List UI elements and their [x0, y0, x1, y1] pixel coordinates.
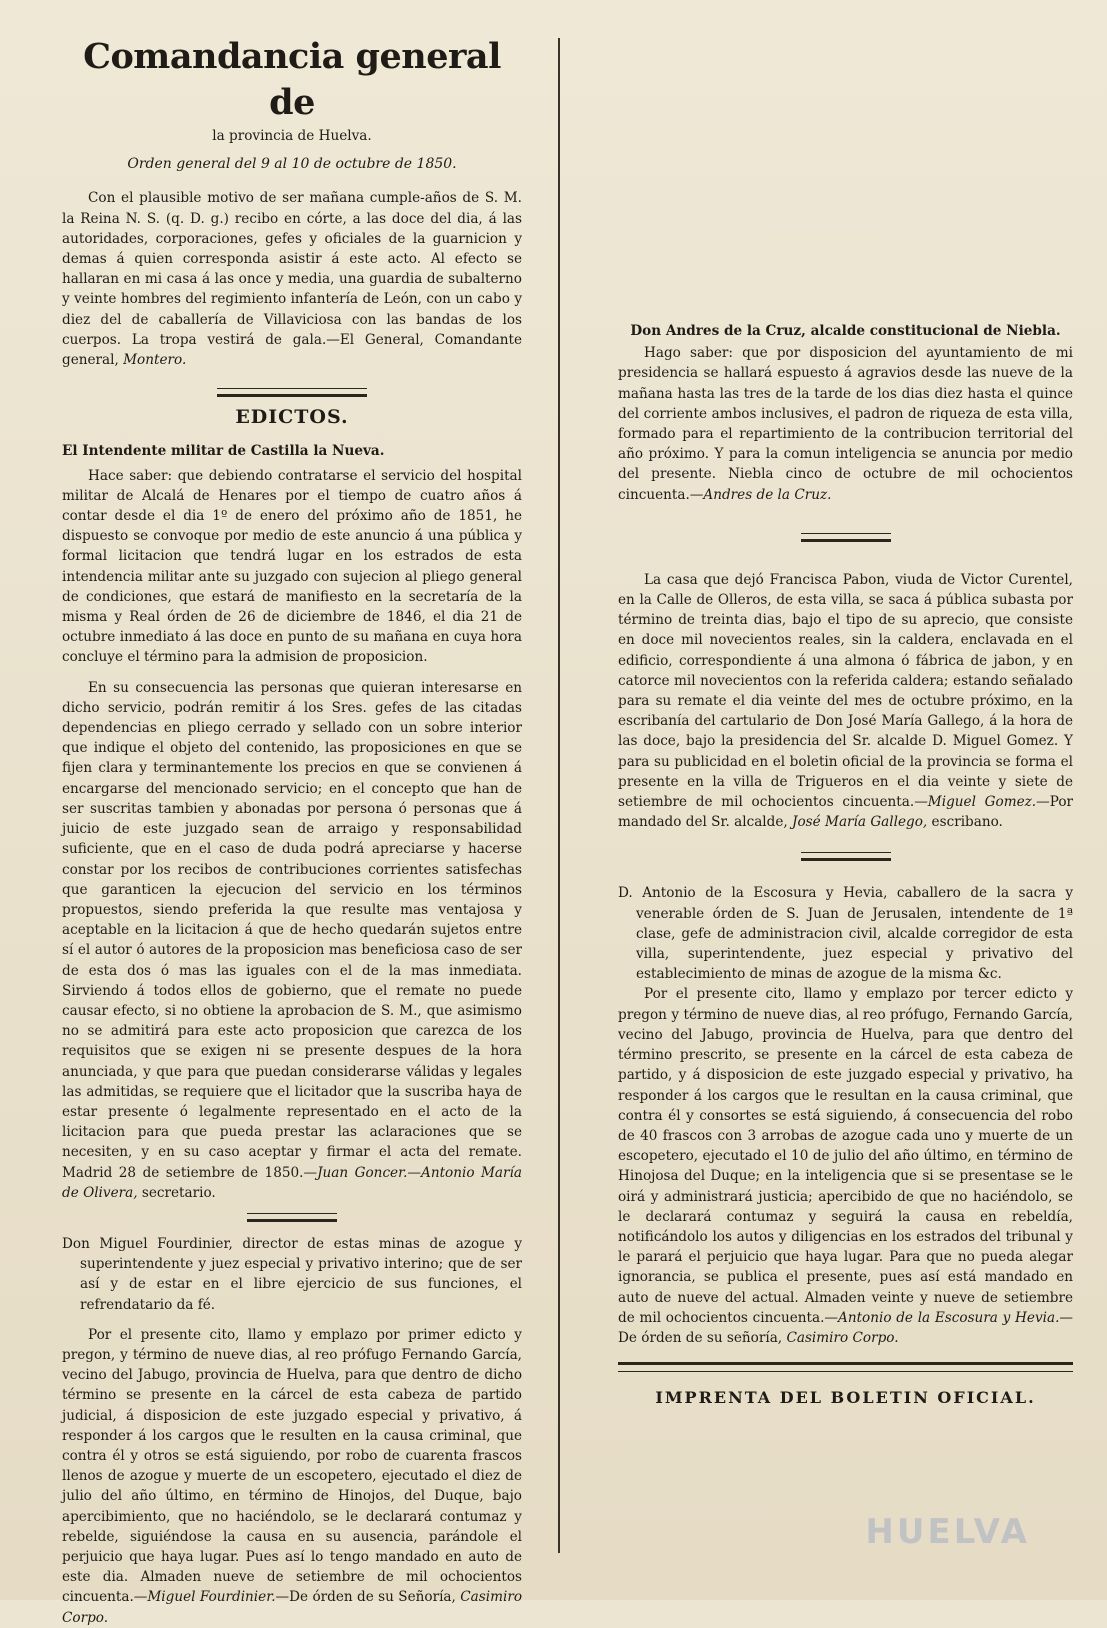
edict4-signature-mid: Por mandado del Sr. alcalde, [618, 794, 1073, 831]
edict2-paragraph-1 [62, 1325, 522, 1628]
edict3-issuer: Don Andres de la Cruz, alcalde constitucional de Niebla. [630, 323, 1061, 339]
edict-separator [247, 1213, 337, 1222]
edict4-signature-role: escribano. [927, 814, 1003, 831]
edict4-signature-2: José María Gallego, [792, 814, 928, 831]
edict5-signature-2: Casimiro Corpo. [786, 1329, 899, 1346]
edict2-signature-2: Casimiro Corpo. [62, 1589, 522, 1626]
column-divider [558, 38, 560, 1553]
edict1-text: En su consecuencia las personas que quieran interesarse en dicho servicio, podrán remitir á los Sres. gefes de las citadas dependencias en pliego cerrado y sellado con un sobre interior que indique el objeto del contenido, las proposiciones en que se fijen clara y terminantemente los precios en que se convienen á encargarse del mencionado servicio; en el concepto que han de ser suscritas tambien y abonadas por persona ó personas que á juicio de este juzgado sean de arraigo y responsabilidad suficiente, que en el caso de duda podrá apreciarse y hacerse constar por los recibos de contribuciones corrientes satisfechas que garanticen la ejecucion del servicio en los términos propuestos, siendo preferida la que resulte mas ventajosa y aceptable en la licitacion á que de hecho quedarán sujetos entre sí el autor ó autores de la proposicion mas beneficiosa caso de ser de esta dos ó mas las iguales con el de la mas inmediata. Sirviendo á todos ellos de gobierno, que el remate no puede causar efecto, si no obtiene la aprobacion de S. M., que asimismo no se admitirá para este acto proposicion que carezca de los requisitos que se exigen ni se presente despues de la hora anunciada, y que para que puedan considerarse válidas y legales las admitidas, se requiere que el licitador que la suscriba haya de estar presente ó legalmente representado en el acto de la licitacion para que pueda prestar las aclaraciones que se necesiten, y en su caso aceptar y firmar el acta del remate. Madrid 28 de setiembre de 1850. [62, 679, 522, 1181]
edict1-paragraph-1: Hace saber: que debiendo contratarse el servicio del hospital militar de Alcalá de Henares por el tiempo de cuatro años á contar desde el dia 1º de enero del próximo año de 1851, he dispuesto se convoque por medio de este anuncio á una pública y formal licitacion que tendrá lugar en los estrados de esta intendencia militar ante su juzgado con sujecion al pliego general de condiciones, que estará de manifiesto en la secretaría de la misma y Real órden de 26 de diciembre de 1846, el dia 21 de octubre inmediato á las doce en punto de su mañana en cuya hora concluye el término para la admision de proposicion. [62, 467, 522, 666]
footer-rule [618, 1362, 1073, 1372]
edict5-text: Por el presente cito, llamo y emplazo por tercer edicto y pregon y término de nueve dias, al reo prófugo, Fernando García, vecino del Jabugo, provincia de Huelva, para que dentro del término prescrito, se presente en la cárcel de esta cabeza de partido, y á disposicion de este juzgado especial y privativo, ha responder á los cargos que le resultan en la causa criminal, que contra él y consortes se está siguiendo, á consecuencia del robo de 40 frascos con 3 arrobas de azogue cada uno y muerte de un escopetero, ejecutado el 10 de julio del año último, en término de Hinojosa del Duque; en la inteligencia que si se presentase se le oirá y administrará justicia; apercibido de que no haciéndolo, se le declarará contumaz y seguirá la causa en rebeldía, notificándolo los autos y diligencias en los estrados del tribunal y le parará el perjuicio que haya lugar. Para que no pueda alegar ignorancia, se publica el presente, pues así está mandado en auto de nueve del actual. Almaden veinte y nueve de setiembre de mil ochocientos cincuenta. [618, 986, 1073, 1326]
edict2-issuer: Don Miguel Fourdinier, director de estas minas de azogue y superintendente y juez especial y privativo interino; que de ser así y de estar en el libre ejercicio de sus funciones, el refrendatario da fé. [62, 1235, 522, 1313]
edict3-text: Hago saber: que por disposicion del ayuntamiento de mi presidencia se hallará espuesto á agravios desde las nueve de la mañana hasta las tres de la tarde de los dias diez hasta el quince del corriente ambos inclusives, el padron de riqueza de esta villa, formado para el repartimiento de la contribucion territorial del año próximo. Y para la comun inteligencia se anuncia por medio del presente. Niebla cinco de octubre de mil ochocientos cincuenta. [618, 345, 1073, 503]
order-text: Con el plausible motivo de ser mañana cumple-años de S. M. la Reina N. S. (q. D. g.) recibo en córte, a las doce del dia, á las autoridades, corporaciones, gefes y oficiales de la guarnicion y demas á quien corresponda asistir á este acto. Al efecto se hallaran en mi casa á las once y media, una guardia de subalterno y veinte hombres del regimiento infantería de León, con un cabo y diez del de caballería de Villaviciosa con las bandas de los cuerpos. La tropa vestirá de gala.—El General, Comandante general, [62, 190, 522, 369]
left-column [62, 30, 522, 1626]
imprint: IMPRENTA DEL BOLETIN OFICIAL. [655, 1388, 1036, 1408]
edict2-signature: —Miguel Fourdinier. [133, 1589, 276, 1606]
page-subtitle: la provincia de Huelva. [212, 128, 372, 144]
edict1-paragraph-2 [62, 678, 522, 1203]
edict5-issuer: D. Antonio de la Escosura y Hevia, caballero de la sacra y venerable órden de S. Juan de Jerusalen, intendente de 1ª clase, gefe de administracion civil, alcalde corregidor de esta villa, superintendente, juez especial y privativo del establecimiento de minas de azogue de la misma &c. [618, 885, 1073, 983]
edict-separator [801, 852, 891, 861]
edictos-heading: EDICTOS. [235, 406, 349, 429]
edict5-signature-mid: —De órden de su señoría, [618, 1309, 1073, 1346]
edict-separator [801, 533, 891, 542]
edict3-signature: —Andres de la Cruz. [689, 486, 832, 503]
edict4-signature: —Miguel Gomez.— [914, 794, 1050, 811]
edict2-signature-mid: —De órden de su Señoría, [275, 1589, 461, 1606]
edict4-text: La casa que dejó Francisca Pabon, viuda de Victor Curentel, en la Calle de Olleros, de esta villa, se saca á pública subasta por término de treinta dias, bajo el tipo de su aprecio, que consiste en doce mil novecientos reales, sin la caldera, enclavada en el edificio, correspondiente á una almona ó fábrica de jabon, y en catorce mil novecientos con la referida caldera; estando señalado para su remate el dia veinte del mes de octubre próximo, en la escribanía del cartulario de Don José María Gallego, á la hora de las doce, bajo la presidencia del Sr. alcalde D. Miguel Gomez. Y para su publicidad en el boletin oficial de la provincia se forma el presente en la villa de Trigueros en el dia veinte y siete de setiembre de mil ochocientos cincuenta. [618, 571, 1073, 811]
edict1-signature-role: secretario. [137, 1184, 216, 1201]
section-rule [217, 388, 367, 397]
order-body [62, 188, 522, 370]
edict3-paragraph-1 [618, 343, 1073, 505]
edict1-signature: —Juan Goncer.—Antonio María de Olivera, [62, 1164, 522, 1201]
edict4-paragraph-1 [618, 570, 1073, 833]
page-title: Comandancia general de [83, 36, 501, 123]
watermark-huelva: HUELVA [865, 1512, 1030, 1552]
edict1-issuer: El Intendente militar de Castilla la Nueva. [62, 443, 385, 460]
order-heading: Orden general del 9 al 10 de octubre de 1850. [127, 156, 457, 173]
right-column [618, 315, 1073, 1555]
edict2-text: Por el presente cito, llamo y emplazo por primer edicto y pregon, y término de nueve dias, al reo prófugo Fernando García, vecino del Jabugo, provincia de Huelva, para que dentro de dicho término se presente en la cárcel de esta cabeza de partido judicial, á disposicion de este juzgado especial y privativo, á responder á los cargos que le resulten en la causa criminal, que contra él y otros se está siguiendo, por robo de cuarenta frascos llenos de azogue y muerte de un escopetero, ejecutado el diez de julio del año último, en término de Hinojos, del Duque, bajo apercibimiento, que no haciéndolo, se le declarará contumaz y rebelde, siguiéndose la causa en su ausencia, parándole el perjuicio que haya lugar. Pues así lo tengo mandado en auto de este dia. Almaden nueve de setiembre de mil ochocientos cincuenta. [62, 1326, 522, 1606]
edict5-signature: —Antonio de la Escosura y Hevia. [824, 1309, 1060, 1326]
edict5-paragraph-1 [618, 984, 1073, 1348]
order-signature: Montero. [123, 352, 187, 369]
